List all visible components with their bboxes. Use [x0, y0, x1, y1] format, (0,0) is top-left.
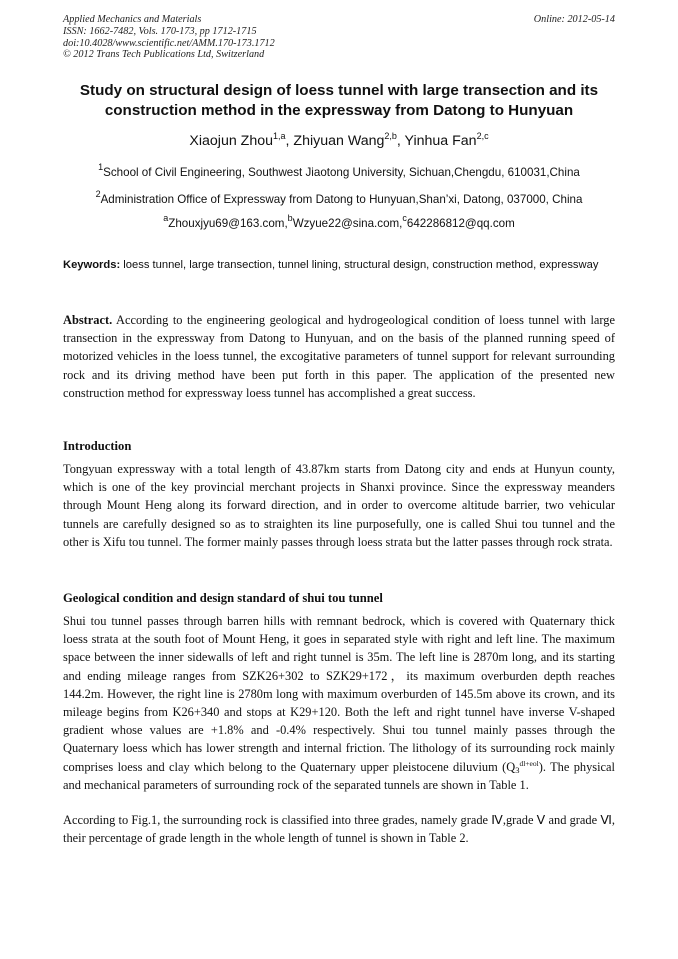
affiliation-2	[0, 189, 678, 206]
keywords-label: Keywords:	[63, 259, 121, 271]
abstract-text: According to the engineering geological and hydrogeological condition of loess tunnel with large transection in the expressway from Datong to Hunyuan, and on the basis of the planned running speed of motorized vehicles in the loess tunnel, the excogitative parameters of tunnel support for relevant surrounding rock and its driving method have been put forth in this paper. The application of the presented new construction method for expressway loess tunnel has accomplished a great success.	[63, 313, 615, 400]
author-name: Zhiyuan Wang	[293, 133, 385, 149]
keywords	[63, 257, 615, 274]
geology-paragraph-2: According to Fig.1, the surrounding rock is classified into three grades, namely grade Ⅳ,grade Ⅴ and grade Ⅵ, their percentage of grade length in the whole length of tunnel is shown in Table 2.	[63, 813, 615, 846]
issn-line: ISSN: 1662-7482, Vols. 170-173, pp 1712-1715	[63, 25, 257, 37]
geology-heading: Geological condition and design standard of shui tou tunnel	[63, 591, 383, 605]
title-line-2: construction method in the expressway from Datong to Hunyuan	[104, 101, 574, 119]
introduction-heading: Introduction	[63, 439, 132, 453]
title-line-1: Study on structural design of loess tunnel with large transection and its	[79, 82, 599, 99]
doi-line: doi:10.4028/www.scientific.net/AMM.170-173.1712	[63, 37, 275, 49]
email-address: Wzyue22@sina.com,	[292, 217, 403, 230]
email-line	[0, 213, 678, 230]
geology-text-end: ). The physical and mechanical parameters of surrounding rock of the separated tunnels are shown in Table 1.	[63, 759, 615, 792]
copyright-line: © 2012 Trans Tech Publications Ltd, Switzerland	[63, 49, 265, 61]
affiliation-text: School of Civil Engineering, Southwest Jiaotong University, Sichuan,Chengdu, 610031,China	[103, 166, 580, 179]
abstract-label: Abstract.	[63, 313, 113, 327]
affiliation-1	[0, 162, 678, 179]
journal-header	[63, 14, 615, 61]
geology-text: Shui tou tunnel passes through barren hills with remnant bedrock, which is covered with Quaternary thick loess strata at the south foot of Mount Heng, it goes in separated style with right and left line. The maximum space between the inner sidewalls of left and right tunnel is 35m. The left line is 2870m long, and its starting and ending mileage ranges from SZK26+302 to SZK29+172，its maximum overburden depth reaches 144.2m. However, the right line is 2780m long with maximum overburden of 145.5m above its crown, and its mileage begins from K26+340 and stops at K29+120. Both the left and right tunnel have inverse V-shaped gradient whose values are +1.8% and -0.4% respectively. Shui tou tunnel mainly passes through the Quaternary loess which has lower strength and internal friction. The lithology of its surrounding rock mainly comprises loess and clay which belong to the Quaternary upper pleistocene diluvium (Q	[63, 614, 615, 774]
journal-name: Applied Mechanics and Materials	[63, 14, 202, 25]
affiliation-text: Administration Office of Expressway from Datong to Hunyuan,Shan’xi, Datong, 037000, China	[100, 193, 583, 206]
geology-paragraph-1	[63, 612, 615, 794]
author-affiliation-mark: 1,a	[273, 131, 286, 141]
affiliation-mark: 2	[95, 189, 101, 199]
author-affiliation-mark: 2,b	[384, 131, 397, 141]
formula-subscript: 3	[515, 764, 520, 775]
author-affiliation-mark: 2,c	[476, 131, 489, 141]
online-date: Online: 2012-05-14	[533, 14, 615, 25]
email-address: 642286812@qq.com	[406, 217, 515, 230]
author-separator: ,	[396, 133, 405, 149]
author-name: Xiaojun Zhou	[189, 133, 274, 149]
paper-title	[50, 81, 628, 120]
abstract	[63, 311, 615, 402]
author-separator: ,	[285, 133, 294, 149]
introduction-text: Tongyuan expressway with a total length of 43.87km starts from Datong city and ends at Hunyun county, which is one of the key provincial merchant projects in Shanxi province. Since the expressway meanders through Mount Heng along its forward direction, and in order to overcome altitude barrier, two vehicular tunnels are carefully designed so as to straighten its line purposefully, one is called Shui tou tunnel and the other is Xifu tou tunnel. The former mainly passes through loess strata but the latter passes through rock strata.	[63, 462, 615, 549]
email-mark: a	[163, 213, 169, 223]
keywords-text: loess tunnel, large transection, tunnel lining, structural design, construction method, expressway	[120, 259, 599, 271]
formula-superscript: dl+eol	[519, 758, 539, 768]
author-name: Yinhua Fan	[404, 133, 477, 149]
email-mark: b	[287, 213, 293, 223]
email-address: Zhouxjyu69@163.com,	[168, 217, 288, 230]
author-list	[0, 133, 678, 149]
email-mark: c	[402, 213, 407, 223]
affiliation-mark: 1	[98, 162, 104, 172]
